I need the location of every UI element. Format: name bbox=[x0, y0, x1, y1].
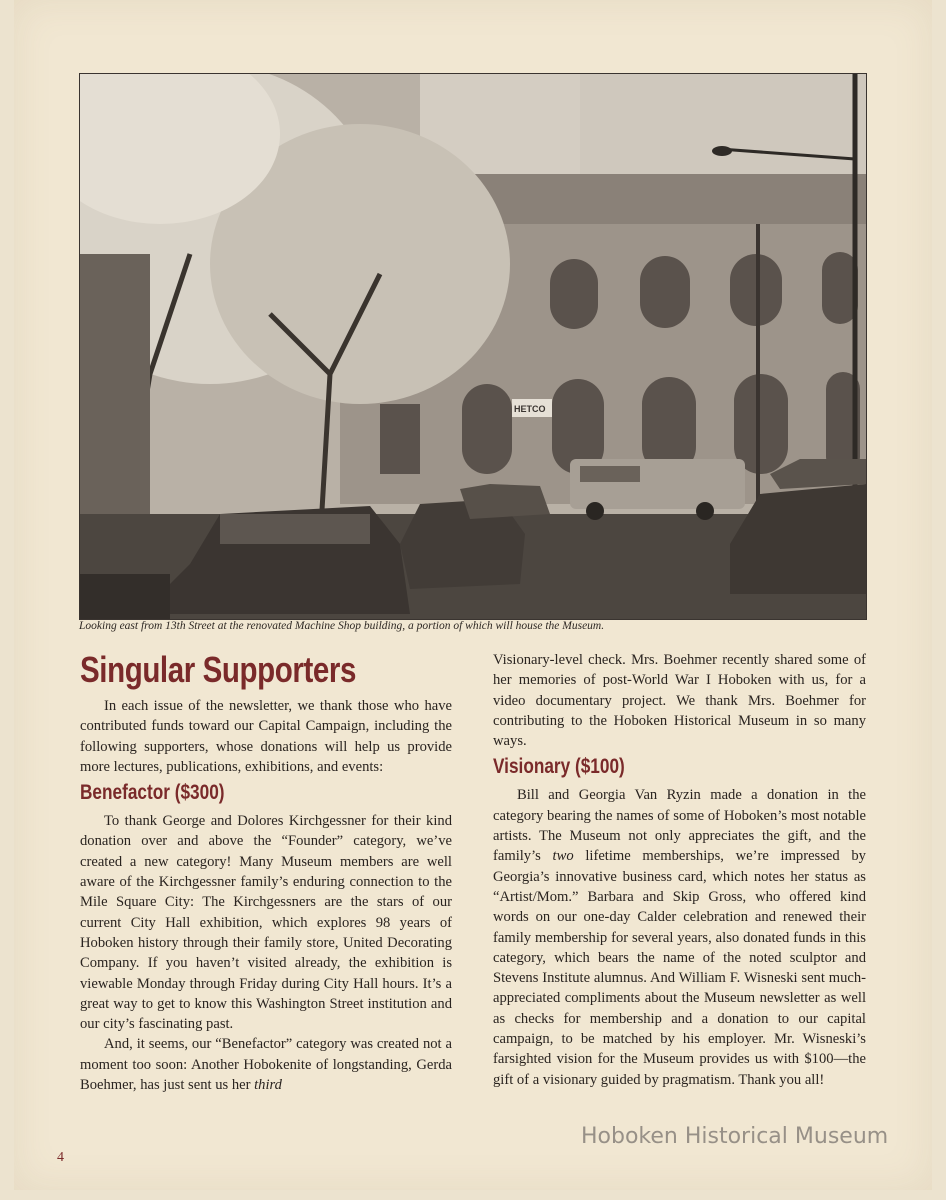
benefactor-paragraph-1: To thank George and Dolores Kirchgessner for their kind donation over and above the “Founder” category, we’ve created a new category! Many Museum members are well aware of the Kirchgessner family’s enduring connection to the Mile Square City: The Kirchgessners are the stars of our current City Hall exhibition, which explores 98 years of Hoboken history through their family store, United Decorating Company. If you haven’t visited already, the exhibition is viewable Monday through Friday during City Hall hours. It’s a great way to get to know this Washington Street institution and our city’s fascinating past. bbox=[80, 813, 452, 1033]
machine-shop-photo bbox=[79, 73, 867, 620]
article-title: Singular Supporters bbox=[80, 649, 356, 690]
benefactor-paragraph-2 bbox=[80, 1034, 452, 1095]
benefactor-heading: Benefactor ($300) bbox=[80, 781, 225, 805]
benefactor-paragraph-2-emphasis: third bbox=[254, 1077, 282, 1094]
building-sign-text: HETCO bbox=[514, 404, 546, 414]
visionary-paragraph-end: lifetime memberships, we’re impressed by Georgia’s innovative business card, which notes her status as “Artist/Mom.” Barbara and Skip Gross, who offered kind words on our one-day Calder celebration and renewed their family membership for several years, also donated funds in this category, which bears the name of the noted sculptor and Stevens Institute alumnus. And William F. Wisneski sent much-appreciated compliments about the Museum newsletter as well as checks for membership and a donation to our capital campaign, to be matched by his employer. Mr. Wisneski’s farsighted vision for the Museum provides us with $100—the gift of a visionary guided by pragmatism. Thank you all! bbox=[493, 848, 866, 1088]
intro-paragraph: In each issue of the newsletter, we thank those who have contributed funds toward our Capital Campaign, including the following supporters, whose donations will help us provide more lectures, publications, exhibitions, and events: bbox=[80, 698, 452, 775]
visionary-paragraph bbox=[493, 785, 866, 1089]
visionary-heading: Visionary ($100) bbox=[493, 755, 625, 779]
benefactor-paragraph-2-text: And, it seems, our “Benefactor” category was created not a moment too soon: Another Hobokenite of longstanding, Gerda Boehmer, has just sent us her bbox=[80, 1036, 452, 1094]
photo-caption: Looking east from 13th Street at the renovated Machine Shop building, a portion of which will house the Museum. bbox=[79, 620, 605, 632]
page-number: 4 bbox=[57, 1150, 64, 1165]
visionary-paragraph-start: Bill and Georgia Van Ryzin made a donation in the category bearing the names of some of Hoboken’s most notable artists. The Museum not only appreciates the gift, and the family’s bbox=[493, 787, 866, 865]
visionary-paragraph-emphasis: two bbox=[552, 848, 574, 865]
benefactor-continuation: Visionary-level check. Mrs. Boehmer recently shared some of her memories of post-World War I Hoboken with us, for a video documentary project. We thank Mrs. Boehmer for contributing to the Hoboken Historical Museum in so many ways. bbox=[493, 652, 866, 750]
article-left-column bbox=[80, 650, 452, 1095]
watermark-text: Hoboken Historical Museum bbox=[581, 1124, 889, 1149]
article-right-column bbox=[493, 650, 866, 1090]
